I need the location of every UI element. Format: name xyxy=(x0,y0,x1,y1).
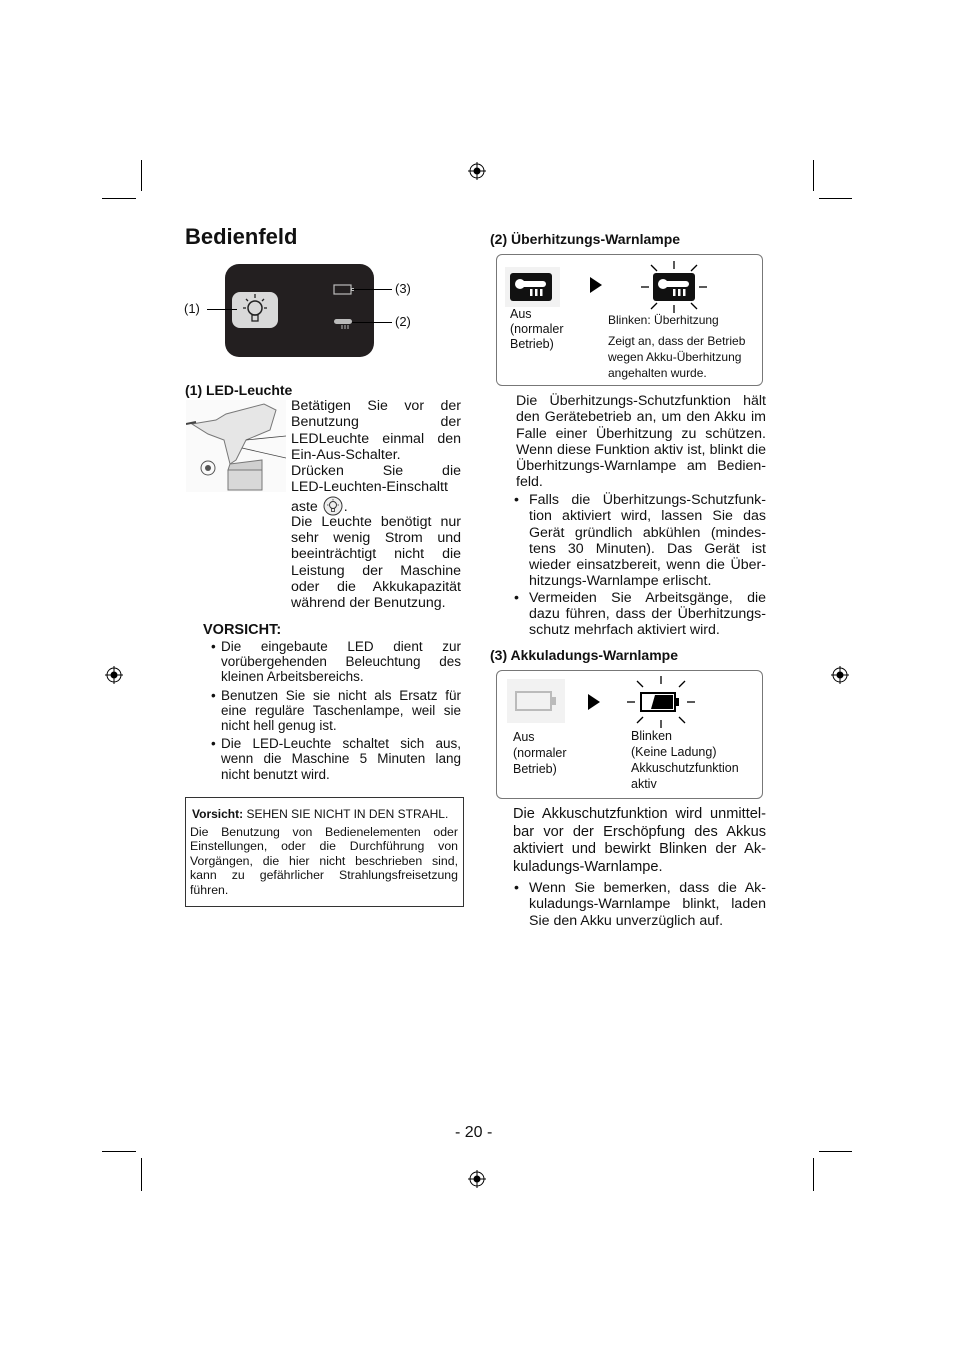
text-line: Blinken xyxy=(631,729,672,743)
text-line: Ein-Aus-Schalter. xyxy=(291,446,401,463)
registration-mark-icon xyxy=(831,666,849,684)
text-line: LED-Leuchten-Einschaltt xyxy=(291,479,448,496)
text-line: hitzungs-Warnlampe erlischt. xyxy=(529,573,712,590)
callout-line xyxy=(352,322,392,323)
battery-blink-label xyxy=(631,728,739,792)
crop-mark xyxy=(102,198,136,199)
registration-mark-icon xyxy=(468,162,486,180)
battery-off-label xyxy=(513,729,567,777)
play-arrow-icon xyxy=(589,277,603,293)
control-panel-illustration xyxy=(225,264,374,357)
text-line: kuladungs-Warnlampe blinkt, laden xyxy=(529,896,766,913)
text-line: (normaler xyxy=(513,746,567,760)
list-item: • Vermeiden Sie Arbeitsgänge, die dazu führen, dass der Überhitzungs- schutz mehrfach aktiviert wird. xyxy=(514,589,766,639)
text-line: nicht benutzt wird. xyxy=(221,766,330,782)
vorsicht-list xyxy=(211,639,461,782)
text-line: Die Leuchte benötigt nur xyxy=(291,513,461,530)
text-line: Falls die Überhitzungs-Schutzfunk- xyxy=(529,492,766,508)
text-line: Überhitzungs-Warnlampe am Bedien- xyxy=(516,458,766,475)
text-line: wieder einsatzbereit, wenn die Über- xyxy=(529,557,766,574)
battery-icon xyxy=(515,691,557,711)
callout-line xyxy=(352,289,392,290)
text-line: Leistung der Maschine xyxy=(291,562,461,579)
text-line: Wenn diese Funktion aktiv ist, blinkt die xyxy=(516,441,766,458)
overheat-paragraph xyxy=(516,393,766,491)
crop-mark xyxy=(819,198,852,199)
list-item: • Die eingebaute LED dient zur vorübergehenden Beleuchtung des kleinen Arbeitsbereichs. xyxy=(211,639,461,685)
text-line: aste xyxy=(291,498,318,515)
callout-line xyxy=(207,309,237,310)
registration-mark-icon xyxy=(105,666,123,684)
text-line-with-icon xyxy=(291,496,461,514)
text-line: Vorgängen, die hier nicht beschrieben sind, xyxy=(190,853,458,868)
overheat-bullets xyxy=(514,492,766,639)
text-line: kleinen Arbeitsbereichs. xyxy=(221,669,364,685)
text-line: Aus xyxy=(510,307,532,321)
caution-text xyxy=(190,825,458,897)
list-item: • Falls die Überhitzungs-Schutzfunk- tion aktiviert wird, lassen Sie das Gerät gründlich abkühlen (mindes- tens 30 Minuten). Das Gerät ist wieder einsatzbereit, wenn die Über- hitzungs-Warnlampe erlischt. xyxy=(514,492,766,590)
overheat-blink-label: Blinken: Überhitzung xyxy=(608,313,719,327)
registration-mark-icon xyxy=(468,1170,486,1188)
drill-illustration xyxy=(186,400,286,492)
text-line: eine reguläre Taschenlampe, weil sie xyxy=(221,702,461,718)
battery-heading: (3) Akkuladungs-Warnlampe xyxy=(490,647,678,663)
battery-icon xyxy=(625,675,697,729)
text-line: Gerät gründlich abkühlen (mindes- xyxy=(529,524,766,541)
play-arrow-icon xyxy=(587,694,601,710)
text-line: aktiv xyxy=(631,777,657,791)
callout-1: (1) xyxy=(184,301,200,316)
light-bulb-icon xyxy=(232,292,278,328)
text-line: sehr wenig Strom und xyxy=(291,530,461,547)
battery-paragraph xyxy=(513,806,766,876)
thermometer-battery-icon xyxy=(510,273,552,301)
caution-label xyxy=(192,807,448,821)
page-title: Bedienfeld xyxy=(185,224,298,249)
text-line: Betätigen Sie vor der xyxy=(291,398,461,414)
crop-mark xyxy=(813,1158,814,1191)
text-line: Falle einer Überhitzung zu schützen. xyxy=(516,425,766,442)
text-line: kuladungs-Warnlampe. xyxy=(513,858,663,875)
list-item: • Benutzen Sie sie nicht als Ersatz für eine reguläre Taschenlampe, weil sie nicht hell genug ist. xyxy=(211,687,461,734)
text-line: aktiviert und bewirkt Blinken der Ak- xyxy=(513,841,766,858)
crop-mark xyxy=(141,160,142,191)
text-line: nicht hell genug ist. xyxy=(221,718,337,734)
text-line: feld. xyxy=(516,474,543,491)
text-line: dazu führen, dass der Überhitzungs- xyxy=(529,606,766,623)
text-line: Einstellungen, oder die Durchführung von xyxy=(190,839,458,854)
text-line: (Keine Ladung) xyxy=(631,745,717,759)
text-line: tion aktiviert wird, lassen Sie das xyxy=(529,508,766,525)
text-line: bar vor der Erschöpfung des Akkus xyxy=(513,823,766,840)
text-line: beeinträchtigt nicht die xyxy=(291,546,461,563)
text-line: Drücken Sie die xyxy=(291,463,461,480)
text-line: wenn die Maschine 5 Minuten lang xyxy=(221,751,461,767)
thermometer-battery-icon xyxy=(333,316,355,330)
text-line: . xyxy=(343,498,348,515)
page-number: - 20 - xyxy=(455,1124,493,1141)
text-line: schutz mehrfach aktiviert wird. xyxy=(529,622,720,639)
led-description xyxy=(291,398,461,612)
list-item: • Wenn Sie bemerken, dass die Ak- kuladungs-Warnlampe blinkt, laden Sie den Akku unverzüglich auf. xyxy=(514,880,766,929)
text-line: Benutzen Sie sie nicht als Ersatz für xyxy=(221,687,461,703)
text-line: Wenn Sie bemerken, dass die Ak- xyxy=(529,880,766,896)
thermometer-battery-icon xyxy=(639,259,709,315)
text-line: Benutzung der xyxy=(291,414,461,431)
caution-box xyxy=(185,797,464,907)
crop-mark xyxy=(102,1151,136,1152)
text-line: Die Akkuschutzfunktion wird unmittel- xyxy=(513,806,766,822)
text-line: Aus xyxy=(513,730,535,744)
text-line: tens 30 Minuten). Das Gerät ist xyxy=(529,540,766,557)
text-line: Die Benutzung von Bedienelementen oder xyxy=(190,825,458,839)
text-line: oder die Akkukapazität xyxy=(291,578,461,595)
text-line: Sie den Akku unverzüglich auf. xyxy=(529,912,724,929)
text-line: während der Benutzung. xyxy=(291,595,446,612)
text-line: Zeigt an, dass der Betrieb xyxy=(608,334,746,348)
text-line: führen. xyxy=(190,882,229,897)
battery-icon xyxy=(333,284,355,296)
callout-3: (3) xyxy=(395,281,411,296)
light-bulb-icon xyxy=(322,496,344,516)
vorsicht-heading: VORSICHT: xyxy=(203,622,282,638)
led-button xyxy=(232,292,278,328)
text-line: Betrieb) xyxy=(510,337,554,351)
text-line: LEDLeuchte einmal den xyxy=(291,430,461,447)
list-item: • Die LED-Leuchte schaltet sich aus, wenn die Maschine 5 Minuten lang nicht benutzt wird. xyxy=(211,736,461,782)
led-heading: (1) LED-Leuchte xyxy=(185,382,293,398)
overheat-heading: (2) Überhitzungs-Warnlampe xyxy=(490,231,681,247)
overheat-diagram xyxy=(496,254,763,386)
caution-label-text: SEHEN SIE NICHT IN DEN STRAHL. xyxy=(246,807,449,821)
callout-2: (2) xyxy=(395,314,411,329)
text-line: (normaler xyxy=(510,322,564,336)
battery-diagram xyxy=(496,670,763,799)
text-line: angehalten wurde. xyxy=(608,366,707,380)
overheat-off-label xyxy=(510,307,564,352)
text-line: Die eingebaute LED dient zur xyxy=(221,639,461,654)
crop-mark xyxy=(141,1158,142,1191)
caution-label-bold: Vorsicht: xyxy=(192,807,244,821)
overheat-blink-desc xyxy=(608,333,745,381)
text-line: wegen Akku-Überhitzung xyxy=(608,350,742,364)
text-line: kann zu gefährlicher Strahlungsfreisetzung xyxy=(190,868,458,883)
crop-mark xyxy=(819,1151,852,1152)
battery-bullets xyxy=(514,880,766,929)
crop-mark xyxy=(813,160,814,191)
text-line: Die LED-Leuchte schaltet sich aus, xyxy=(221,736,461,752)
text-line: Akkuschutzfunktion xyxy=(631,761,739,775)
text-line: vorübergehenden Beleuchtung des xyxy=(221,654,461,670)
text-line: Vermeiden Sie Arbeitsgänge, die xyxy=(529,589,766,606)
text-line: den Gerätebetrieb an, um den Akku im xyxy=(516,409,766,426)
text-line: Die Überhitzungs-Schutzfunktion hält xyxy=(516,393,766,409)
text-line: Betrieb) xyxy=(513,762,557,776)
